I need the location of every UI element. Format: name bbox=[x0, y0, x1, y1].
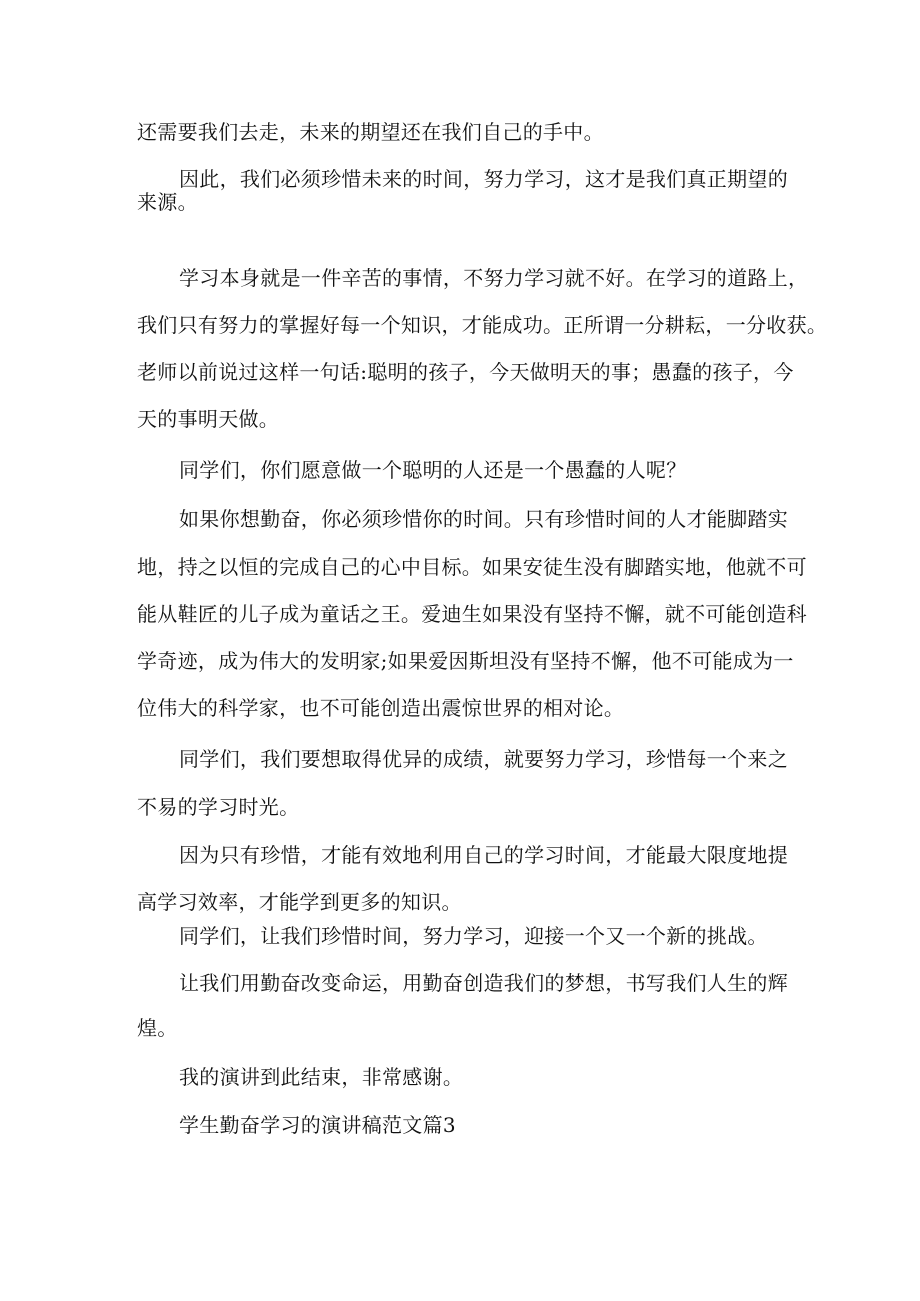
text-line: 地，持之以恒的完成自己的心中目标。如果安徒生没有脚踏实地，他就不可 bbox=[137, 555, 807, 579]
text-line: 同学们，让我们珍惜时间，努力学习，迎接一个又一个新的挑战。 bbox=[179, 924, 768, 948]
text-line: 同学们，我们要想取得优异的成绩，就要努力学习，珍惜每一个来之 bbox=[179, 747, 788, 771]
text-line: 我的演讲到此结束，非常感谢。 bbox=[179, 1065, 464, 1089]
text-line: 因为只有珍惜，才能有效地利用自己的学习时间，才能最大限度地提 bbox=[179, 843, 788, 867]
text-line: 让我们用勤奋改变命运，用勤奋创造我们的梦想，书写我们人生的辉 bbox=[179, 971, 788, 995]
text-line: 学习本身就是一件辛苦的事情，不努力学习就不好。在学习的道路上， bbox=[179, 266, 809, 290]
text-line: 还需要我们去走，未来的期望还在我们自己的手中。 bbox=[137, 120, 604, 144]
text-line: 煌。 bbox=[137, 1016, 178, 1040]
text-line: 学奇迹，成为伟大的发明家;如果爱因斯坦没有坚持不懈，他不可能成为一 bbox=[137, 649, 794, 673]
text-line: 不易的学习时光。 bbox=[137, 795, 300, 819]
text-line: 我们只有努力的掌握好每一个知识，才能成功。正所谓一分耕耘，一分收获。 bbox=[137, 313, 828, 337]
text-line: 高学习效率，才能学到更多的知识。 bbox=[137, 890, 462, 914]
text-line: 同学们，你们愿意做一个聪明的人还是一个愚蠢的人呢？ bbox=[179, 458, 687, 482]
section-heading: 学生勤奋学习的演讲稿范文篇3 bbox=[179, 1113, 456, 1137]
text-line: 能从鞋匠的儿子成为童话之王。爱迪生如果没有坚持不懈，就不可能创造科 bbox=[137, 602, 807, 626]
text-line: 天的事明天做。 bbox=[137, 407, 280, 431]
text-line: 老师以前说过这样一句话:聪明的孩子，今天做明天的事；愚蠢的孩子，今 bbox=[137, 360, 794, 384]
text-line: 位伟大的科学家，也不可能创造出震惊世界的相对论。 bbox=[137, 696, 625, 720]
text-line: 如果你想勤奋，你必须珍惜你的时间。只有珍惜时间的人才能脚踏实 bbox=[179, 507, 788, 531]
text-line: 因此，我们必须珍惜未来的时间，努力学习，这才是我们真正期望的 bbox=[179, 167, 788, 191]
text-line: 来源。 bbox=[137, 190, 198, 214]
